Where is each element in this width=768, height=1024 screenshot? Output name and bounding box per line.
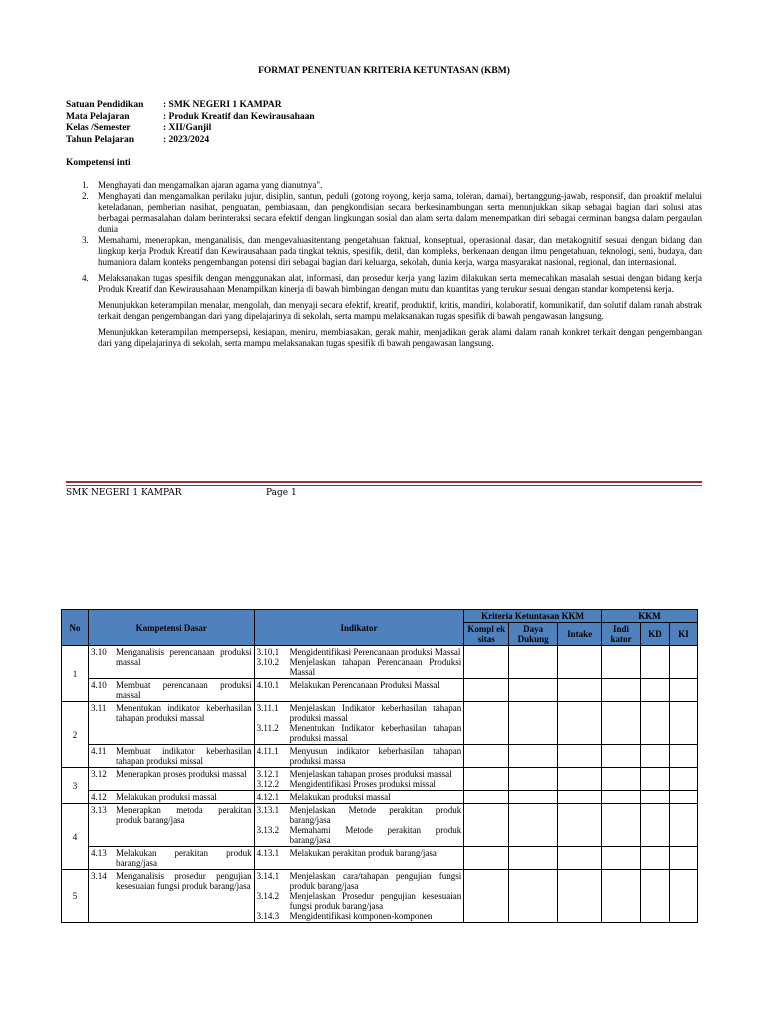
row-number: 1: [62, 646, 89, 702]
kd-number: 3.11: [90, 703, 107, 713]
header-daya-dukung: Daya Dukung: [509, 623, 558, 646]
indikator-item: [257, 746, 462, 766]
table-row: [62, 679, 698, 702]
indikator-number: 4.11.1: [256, 746, 279, 756]
kd-cell: [88, 870, 254, 923]
indikator-number: 3.12.2: [256, 779, 280, 789]
row-number: 4: [62, 804, 89, 870]
daya-dukung-cell: [509, 646, 558, 679]
kd-kkm-cell: [641, 745, 670, 768]
indikator-kkm-cell: [602, 791, 641, 804]
kd-cell: [88, 646, 254, 679]
indikator-number: 3.14.1: [256, 871, 280, 881]
intake-cell: [558, 745, 602, 768]
indikator-item: [257, 647, 462, 657]
ki-kkm-cell: [669, 804, 697, 847]
intake-cell: [558, 679, 602, 702]
indikator-text: Menjelaskan Indikator keberhasilan tahapan produksi massal: [289, 703, 462, 723]
indikator-kkm-cell: [602, 646, 641, 679]
indikator-item: [257, 657, 462, 677]
header-indikator: Indikator: [254, 610, 464, 646]
indikator-item: [257, 891, 462, 911]
indikator-number: 3.12.1: [256, 769, 280, 779]
ki-kkm-cell: [669, 847, 697, 870]
daya-dukung-cell: [509, 870, 558, 923]
info-row-mapel: Mata Pelajaran : Produk Kreatif dan Kewirausahaan: [66, 112, 315, 124]
indikator-text: Melakukan produksi massal: [289, 792, 391, 802]
kd-text: Menganalisis prosedur pengujian kesesuaian fungsi produk barang/jasa: [115, 871, 252, 891]
daya-dukung-cell: [509, 768, 558, 791]
kd-cell: [88, 847, 254, 870]
ki-kkm-cell: [669, 745, 697, 768]
indikator-cell: [254, 870, 464, 923]
table-row: [62, 804, 698, 847]
intake-cell: [558, 702, 602, 745]
kd-number: 4.13: [90, 848, 107, 858]
indikator-number: 3.10.1: [256, 647, 280, 657]
kd-number: 3.14: [90, 871, 107, 881]
row-number: 2: [62, 702, 89, 768]
indikator-text: Menentukan Indikator keberhasilan tahapan produksi massal: [289, 723, 462, 743]
indikator-number: 3.13.1: [256, 805, 280, 815]
kd-text: Menerapkan metoda perakitan produk barang/jasa: [115, 805, 252, 825]
indikator-text: Mengidentifikasi komponen-komponen: [289, 911, 433, 921]
indikator-item: [257, 680, 462, 690]
kd-cell: [88, 804, 254, 847]
kd-text: Menganalisis perencanaan produksi massal: [115, 647, 252, 667]
indikator-text: Menyusun indikator keberhasilan tahapan produksi massa: [289, 746, 462, 766]
kd-number: 3.10: [90, 647, 107, 657]
header-no: No: [62, 610, 89, 646]
table-row: [62, 847, 698, 870]
daya-dukung-cell: [509, 847, 558, 870]
indikator-text: Memahami Metode perakitan produk barang/jasa: [289, 825, 462, 845]
kkm-table: [61, 609, 698, 923]
info-row-kelas: Kelas /Semester : XII/Ganjil: [66, 123, 315, 135]
footer-school: SMK NEGERI 1 KAMPAR: [66, 488, 182, 498]
info-row-satuan: Satuan Pendidikan : SMK NEGERI 1 KAMPAR: [66, 100, 315, 112]
kompleksitas-cell: [464, 745, 509, 768]
ki-kkm-cell: [669, 870, 697, 923]
page-footer: [66, 488, 297, 498]
indikator-number: 4.10.1: [256, 680, 280, 690]
indikator-cell: [254, 847, 464, 870]
kompleksitas-cell: [464, 646, 509, 679]
table-row: [62, 870, 698, 923]
row-number: 5: [62, 870, 89, 923]
indikator-kkm-cell: [602, 768, 641, 791]
indikator-kkm-cell: [602, 745, 641, 768]
ki-paragraph: Menunjukkan keterampilan mempersepsi, kesiapan, meniru, membiasakan, gerak mahir, menjadikan gerak alami dalam ranah konkret terkait dengan pengembangan dari yang dipelajarinya di sekolah, serta mampu melaksanakan tugas spesifik di bawah pengawasan langsung.: [98, 327, 702, 348]
kompleksitas-cell: [464, 804, 509, 847]
intake-cell: [558, 768, 602, 791]
kd-cell: [88, 768, 254, 791]
kd-number: 3.13: [90, 805, 107, 815]
kd-text: Melakukan produksi massal: [115, 792, 217, 802]
indikator-item: [257, 871, 462, 891]
header-intake: Intake: [558, 623, 602, 646]
daya-dukung-cell: [509, 679, 558, 702]
kd-number: 4.12: [90, 792, 107, 802]
kd-cell: [88, 745, 254, 768]
kd-kkm-cell: [641, 768, 670, 791]
table-row: [62, 768, 698, 791]
kd-text: Menentukan indikator keberhasilan tahapan produksi massal: [115, 703, 252, 723]
indikator-text: Menjelaskan Metode perakitan produk barang/jasa: [289, 805, 462, 825]
ki-item: 1. Menghayati dan mengamalkan ajaran agama yang dianutnya".: [82, 180, 323, 190]
indikator-item: [257, 911, 462, 921]
kd-text: Membuat indikator keberhasilan tahapan produksi missal: [115, 746, 252, 766]
indikator-item: [257, 805, 462, 825]
indikator-text: Menjelaskan tahapan proses produksi massal: [289, 769, 452, 779]
kd-text: Membuat perencanaan produksi massal: [115, 680, 252, 700]
header-kkm: KKM: [602, 610, 698, 623]
header-kd: KD: [641, 623, 670, 646]
indikator-item: [257, 779, 462, 789]
kd-kkm-cell: [641, 870, 670, 923]
kd-kkm-cell: [641, 679, 670, 702]
table-row: [62, 791, 698, 804]
kompleksitas-cell: [464, 870, 509, 923]
ki-kkm-cell: [669, 646, 697, 679]
kompleksitas-cell: [464, 702, 509, 745]
table-row: [62, 646, 698, 679]
indikator-cell: [254, 804, 464, 847]
header-kompetensi-dasar: Kompetensi Dasar: [88, 610, 254, 646]
indikator-text: Melakukan Perencanaan Produksi Massal: [289, 680, 440, 690]
kd-cell: [88, 791, 254, 804]
indikator-kkm-cell: [602, 847, 641, 870]
indikator-text: Menjelaskan Prosedur pengujian kesesuaian fungsi produk barang/jasa: [289, 891, 462, 911]
indikator-kkm-cell: [602, 679, 641, 702]
indikator-kkm-cell: [602, 870, 641, 923]
indikator-kkm-cell: [602, 702, 641, 745]
indikator-text: Melakukan perakitan produk barang/jasa: [289, 848, 437, 858]
intake-cell: [558, 847, 602, 870]
kompleksitas-cell: [464, 679, 509, 702]
document-title: FORMAT PENENTUAN KRITERIA KETUNTASAN (KBM): [258, 66, 510, 76]
daya-dukung-cell: [509, 702, 558, 745]
ki-kkm-cell: [669, 768, 697, 791]
indikator-number: 3.14.3: [256, 911, 280, 921]
indikator-number: 3.14.2: [256, 891, 280, 901]
footer-page-number: Page 1: [266, 488, 297, 498]
ki-item: 2. Menghayati dan mengamalkan perilaku jujur, disiplin, santun, peduli (gotong royong, kerja sama, toleran, damai), bertanggung-jawab, responsif, dan proaktif melalui keteladanan, pemberian nasihat, penguatan, pembiasaan, dan pengkondisian secara berkesinambungan serta menunjukkan sikap sebagai bagian dari solusi atas berbagai permasalahan dalam berinteraksi secara efektif dengan lingkungan sosial dan alam serta dalam menempatkan diri sebagai cerminan bangsa dalam pergaulan dunia: [82, 191, 702, 234]
row-number: 3: [62, 768, 89, 804]
indikator-cell: [254, 768, 464, 791]
ki-paragraph: Menunjukkan keterampilan menalar, mengolah, dan menyaji secara efektif, kreatif, produktif, kritis, mandiri, kolaboratif, komunikatif, dan solutif dalam ranah abstrak terkait dengan pengembangan dari yang dipelajarinya di sekolah, serta mampu melaksanakan tugas spesifik di bawah pengawasan langsung.: [98, 300, 702, 321]
intake-cell: [558, 870, 602, 923]
indikator-cell: [254, 745, 464, 768]
indikator-item: [257, 703, 462, 723]
indikator-number: 3.11.2: [256, 723, 279, 733]
kd-kkm-cell: [641, 791, 670, 804]
indikator-item: [257, 792, 462, 802]
intake-cell: [558, 646, 602, 679]
kd-cell: [88, 679, 254, 702]
kompleksitas-cell: [464, 847, 509, 870]
indikator-cell: [254, 791, 464, 804]
ki-kkm-cell: [669, 791, 697, 804]
daya-dukung-cell: [509, 804, 558, 847]
ki-kkm-cell: [669, 679, 697, 702]
indikator-item: [257, 848, 462, 858]
table-row: [62, 745, 698, 768]
kd-number: 4.11: [90, 746, 107, 756]
header-kompleksitas: Kompl ek sitas: [464, 623, 509, 646]
daya-dukung-cell: [509, 791, 558, 804]
kkm-table-body: [62, 646, 698, 923]
footer-rule-thin: [66, 485, 702, 486]
kd-kkm-cell: [641, 702, 670, 745]
table-row: [62, 702, 698, 745]
indikator-kkm-cell: [602, 804, 641, 847]
indikator-number: 4.12.1: [256, 792, 280, 802]
intake-cell: [558, 804, 602, 847]
header-indikator-short: Indi kator: [602, 623, 641, 646]
ki-heading: Kompetensi inti: [66, 158, 131, 168]
indikator-item: [257, 825, 462, 845]
kd-kkm-cell: [641, 646, 670, 679]
indikator-text: Menjelaskan tahapan Perencanaan Produksi Massal: [289, 657, 462, 677]
indikator-number: 3.11.1: [256, 703, 279, 713]
footer-rule: [66, 481, 702, 483]
indikator-number: 4.13.1: [256, 848, 280, 858]
indikator-text: Menjelaskan cara/tahapan pengujian fungsi produk barang/jasa: [289, 871, 462, 891]
kompleksitas-cell: [464, 791, 509, 804]
ki-item: 3. Memahami, menerapkan, menganalisis, dan mengevaluasitentang pengetahuan faktual, konseptual, operasional dasar, dan metakognitif sesuai dengan bidang dan lingkup kerja Produk Kreatif dan Kewirausahaan pada tingkat teknis, spesifik, detil, dan kompleks, berkenaan dengan ilmu pengetahuan, teknologi, seni, budaya, dan humaniora dalam konteks pengembangan potensi diri sebagai bagian dari keluarga, sekolah, dunia kerja, warga masyarakat nasional, regional, dan internasional.: [82, 235, 702, 267]
kd-cell: [88, 702, 254, 745]
identity-block: [66, 100, 315, 146]
daya-dukung-cell: [509, 745, 558, 768]
ki-list: [82, 180, 702, 349]
indikator-item: [257, 723, 462, 743]
ki-kkm-cell: [669, 702, 697, 745]
kd-number: 3.12: [90, 769, 107, 779]
indikator-cell: [254, 646, 464, 679]
kd-number: 4.10: [90, 680, 107, 690]
ki-item: 4. Melaksanakan tugas spesifik dengan menggunakan alat, informasi, dan prosedur kerja yang lazim dilakukan serta memecahkan masalah sesuai dengan bidang kerja Produk Kreatif dan Kewirausahaan Menampilkan kinerja di bawah bimbingan dengan mutu dan kuantitas yang terukur sesuai dengan standar kompetensi kerja.: [82, 273, 702, 294]
indikator-item: [257, 769, 462, 779]
info-row-tahun: Tahun Pelajaran : 2023/2024: [66, 135, 315, 147]
kd-kkm-cell: [641, 847, 670, 870]
intake-cell: [558, 791, 602, 804]
kd-text: Melakukan perakitan produk barang/jasa: [115, 848, 252, 868]
kd-kkm-cell: [641, 804, 670, 847]
header-kriteria-ketuntasan: Kriteria Ketuntasan KKM: [464, 610, 602, 623]
indikator-text: Mengidentifikasi Proses produksi missal: [289, 779, 436, 789]
indikator-number: 3.13.2: [256, 825, 280, 835]
indikator-number: 3.10.2: [256, 657, 280, 667]
header-ki: KI: [669, 623, 697, 646]
indikator-cell: [254, 679, 464, 702]
kd-text: Menerapkan proses produksi massal: [115, 769, 247, 779]
indikator-text: Mengidentifikasi Perencanaan produksi Massal: [289, 647, 461, 657]
indikator-cell: [254, 702, 464, 745]
kompleksitas-cell: [464, 768, 509, 791]
